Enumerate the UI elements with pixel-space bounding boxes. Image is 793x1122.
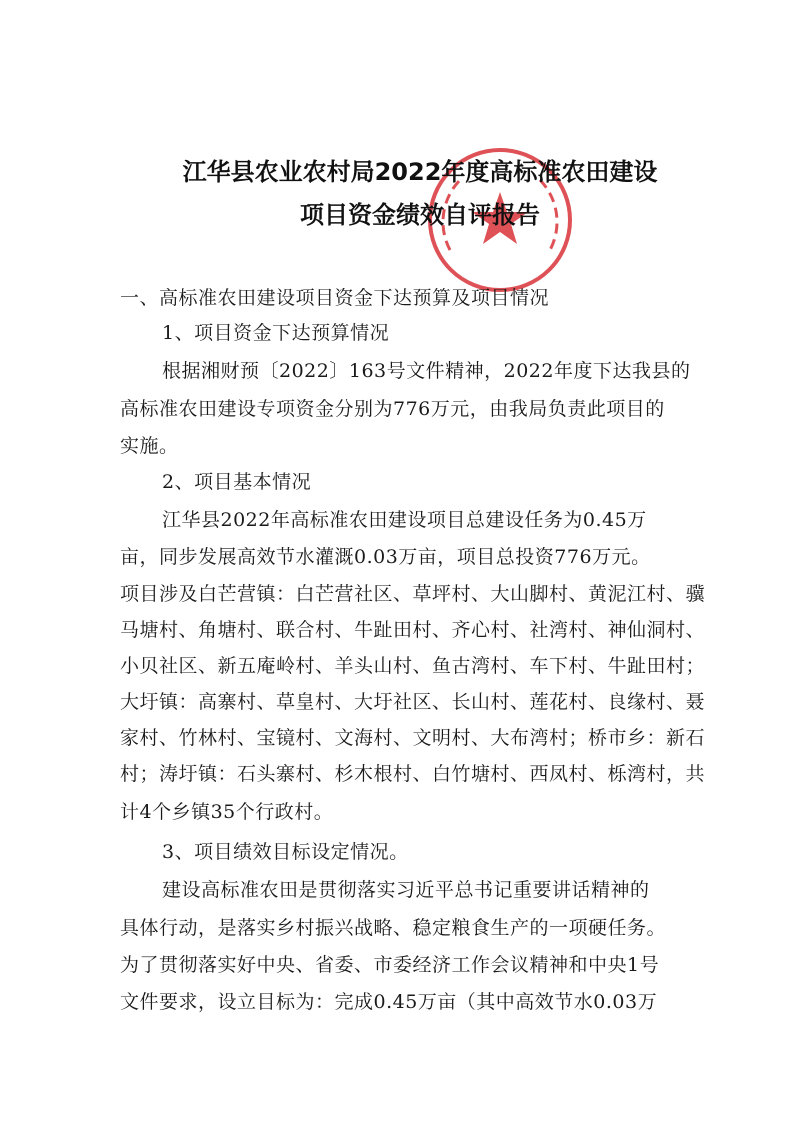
paragraph-2-line: 家村、竹林村、宝镜村、文海村、文明村、大布湾村；桥市乡：新石 (120, 727, 706, 749)
paragraph-1-line: 根据湘财预〔2022〕163号文件精神，2022年度下达我县的 (162, 360, 691, 382)
paragraph-2-line: 项目涉及白芒营镇：白芒营社区、草坪村、大山脚村、黄泥江村、骥 (120, 583, 706, 605)
paragraph-2-line: 小贝社区、新五庵岭村、羊头山村、鱼古湾村、车下村、牛趾田村； (120, 655, 706, 677)
paragraph-3-line: 具体行动，是落实乡村振兴战略、稳定粮食生产的一项硬任务。 (120, 917, 667, 939)
document-title-line-2: 项目资金绩效自评报告 (300, 201, 540, 229)
paragraph-3-line: 文件要求，设立目标为：完成0.45万亩（其中高效节水0.03万 (120, 991, 658, 1013)
subsection-3-heading: 3、项目绩效目标设定情况。 (162, 841, 409, 863)
paragraph-2-line: 大圩镇：高寨村、草皇村、大圩社区、长山村、莲花村、良缘村、聂 (120, 691, 706, 713)
section-1-heading: 一、高标准农田建设项目资金下达预算及项目情况 (120, 287, 550, 309)
paragraph-3-line: 为了贯彻落实好中央、省委、市委经济工作会议精神和中央1号 (120, 954, 660, 976)
paragraph-2-line: 村；涛圩镇：石头寨村、杉木根村、白竹塘村、西凤村、栎湾村，共 (120, 763, 706, 785)
paragraph-2-line: 江华县2022年高标准农田建设项目总建设任务为0.45万 (162, 509, 647, 531)
paragraph-1-line: 实施。 (120, 435, 179, 457)
paragraph-2-line: 马塘村、角塘村、联合村、牛趾田村、齐心村、社湾村、神仙洞村、 (120, 619, 706, 641)
paragraph-1-line: 高标准农田建设专项资金分别为776万元，由我局负责此项目的 (120, 398, 665, 420)
paragraph-3-line: 建设高标准农田是贯彻落实习近平总书记重要讲话精神的 (162, 879, 650, 901)
subsection-1-heading: 1、项目资金下达预算情况 (162, 322, 390, 344)
paragraph-2-line: 计4个乡镇35个行政村。 (120, 801, 334, 823)
document-title-line-1: 江华县农业农村局2022年度高标准农田建设 (182, 158, 658, 186)
subsection-2-heading: 2、项目基本情况 (162, 471, 312, 493)
paragraph-2-line: 亩，同步发展高效节水灌溉0.03万亩，项目总投资776万元。 (120, 546, 651, 568)
